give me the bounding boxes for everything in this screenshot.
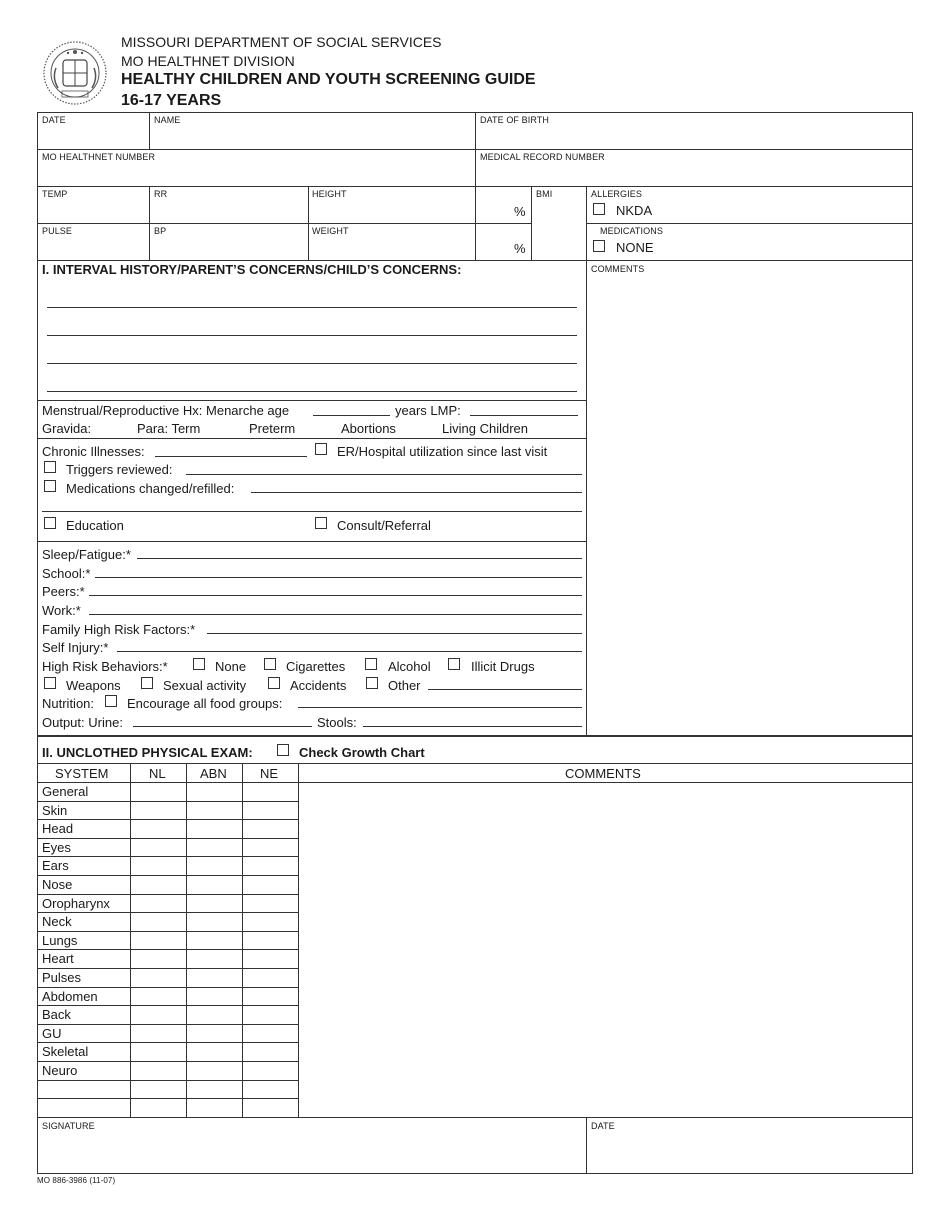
education-checkbox[interactable] bbox=[44, 517, 56, 529]
comments-area[interactable] bbox=[588, 276, 910, 734]
exam-nl-cell[interactable] bbox=[131, 1025, 186, 1042]
stools-field[interactable] bbox=[363, 726, 582, 727]
pulse-field[interactable] bbox=[38, 237, 148, 259]
exam-nl-cell[interactable] bbox=[131, 857, 186, 874]
dob-field[interactable] bbox=[476, 126, 911, 148]
medications-label: MEDICATIONS bbox=[600, 226, 663, 236]
signature-label: SIGNATURE bbox=[42, 1121, 95, 1131]
hr-illicit-label: Illicit Drugs bbox=[471, 659, 535, 674]
exam-nl-cell[interactable] bbox=[131, 1062, 186, 1079]
exam-ne-cell[interactable] bbox=[243, 1025, 298, 1042]
lmp-field[interactable] bbox=[470, 415, 578, 416]
form-number: MO 886-3986 (11-07) bbox=[37, 1176, 116, 1185]
medical-record-number-field[interactable] bbox=[476, 163, 911, 185]
rr-label: RR bbox=[154, 189, 168, 199]
exam-system-label: Pulses bbox=[42, 970, 82, 985]
exam-nl-cell[interactable] bbox=[131, 969, 186, 986]
exam-abn-cell[interactable] bbox=[187, 895, 242, 912]
history-line-1[interactable] bbox=[47, 307, 577, 308]
check-growth-checkbox[interactable] bbox=[277, 744, 289, 756]
exam-system-label: Nose bbox=[42, 877, 73, 892]
peers-label: Peers:* bbox=[42, 584, 85, 599]
signature-field[interactable] bbox=[38, 1133, 585, 1172]
hr-none-label: None bbox=[215, 659, 247, 674]
exam-ne-cell[interactable] bbox=[243, 1043, 298, 1060]
exam-system-label: Head bbox=[42, 821, 74, 836]
family-risk-field[interactable] bbox=[207, 633, 582, 634]
exam-system-label: Back bbox=[42, 1007, 71, 1022]
abortions-label: Abortions bbox=[341, 421, 396, 436]
hr-accidents-label: Accidents bbox=[290, 678, 347, 693]
exam-system-label: Skin bbox=[42, 803, 68, 818]
sleep-label: Sleep/Fatigue:* bbox=[42, 547, 131, 562]
exam-ne-cell[interactable] bbox=[243, 969, 298, 986]
footer-date-label: DATE bbox=[591, 1121, 615, 1131]
hr-other-label: Other bbox=[388, 678, 421, 693]
hr-alcohol-label: Alcohol bbox=[388, 659, 431, 674]
exam-abn-cell[interactable] bbox=[187, 932, 242, 949]
exam-ne-cell[interactable] bbox=[243, 802, 298, 819]
hr-illicit-checkbox[interactable] bbox=[448, 658, 460, 670]
triggers-label: Triggers reviewed: bbox=[66, 462, 173, 477]
exam-nl-cell[interactable] bbox=[131, 1043, 186, 1060]
comments-label: COMMENTS bbox=[591, 264, 645, 274]
years-lmp-label: years LMP: bbox=[395, 403, 461, 418]
exam-abn-cell[interactable] bbox=[187, 857, 242, 874]
date-label: DATE bbox=[42, 115, 66, 125]
exam-abn-cell[interactable] bbox=[187, 1081, 242, 1098]
triggers-checkbox[interactable] bbox=[44, 461, 56, 473]
hr-sexual-label: Sexual activity bbox=[163, 678, 247, 693]
meds-changed-field-2[interactable] bbox=[42, 511, 582, 512]
exam-ne-cell[interactable] bbox=[243, 820, 298, 837]
exam-system-label: Ears bbox=[42, 858, 69, 873]
temp-label: TEMP bbox=[42, 189, 68, 199]
exam-ne-cell[interactable] bbox=[243, 857, 298, 874]
col-comments-header: COMMENTS bbox=[565, 766, 641, 781]
exam-ne-cell[interactable] bbox=[243, 839, 298, 856]
exam-abn-cell[interactable] bbox=[187, 1062, 242, 1079]
high-risk-label: High Risk Behaviors:* bbox=[42, 659, 168, 674]
rr-field[interactable] bbox=[150, 200, 307, 222]
work-label: Work:* bbox=[42, 603, 81, 618]
col-system-header: SYSTEM bbox=[55, 766, 109, 781]
exam-abn-cell[interactable] bbox=[187, 1006, 242, 1023]
col-nl-header: NL bbox=[149, 766, 166, 781]
exam-nl-cell[interactable] bbox=[131, 932, 186, 949]
triggers-field[interactable] bbox=[186, 474, 582, 475]
exam-system-label: GU bbox=[42, 1026, 62, 1041]
exam-nl-cell[interactable] bbox=[131, 913, 186, 930]
exam-nl-cell[interactable] bbox=[131, 876, 186, 893]
name-label: NAME bbox=[154, 115, 181, 125]
exam-system-label: Neck bbox=[42, 914, 72, 929]
none-medications-checkbox[interactable] bbox=[593, 240, 605, 252]
self-injury-label: Self Injury:* bbox=[42, 640, 109, 655]
exam-nl-cell[interactable] bbox=[131, 1099, 186, 1116]
temp-field[interactable] bbox=[38, 200, 148, 222]
exam-abn-cell[interactable] bbox=[187, 1043, 242, 1060]
medical-record-number-label: MEDICAL RECORD NUMBER bbox=[480, 152, 605, 162]
para-term-label: Para: Term bbox=[137, 421, 201, 436]
exam-ne-cell[interactable] bbox=[243, 913, 298, 930]
header-department: MISSOURI DEPARTMENT OF SOCIAL SERVICES bbox=[121, 34, 442, 50]
exam-nl-cell[interactable] bbox=[131, 802, 186, 819]
menarche-age-field[interactable] bbox=[313, 415, 390, 416]
footer-date-field[interactable] bbox=[588, 1133, 911, 1172]
section1-title: I. INTERVAL HISTORY/PARENT’S CONCERNS/CHILD’S CONCERNS: bbox=[42, 262, 462, 277]
chronic-illnesses-field[interactable] bbox=[155, 456, 307, 457]
exam-nl-cell[interactable] bbox=[131, 820, 186, 837]
er-hospital-checkbox[interactable] bbox=[315, 443, 327, 455]
exam-nl-cell[interactable] bbox=[131, 895, 186, 912]
hr-weapons-checkbox[interactable] bbox=[44, 677, 56, 689]
header-division: MO HEALTHNET DIVISION bbox=[121, 53, 295, 69]
exam-ne-cell[interactable] bbox=[243, 932, 298, 949]
self-injury-field[interactable] bbox=[117, 651, 582, 652]
exam-system-label: Lungs bbox=[42, 933, 78, 948]
exam-system-label: Oropharynx bbox=[42, 896, 110, 911]
nkda-label: NKDA bbox=[616, 203, 653, 218]
col-abn-header: ABN bbox=[200, 766, 227, 781]
weight-label: WEIGHT bbox=[312, 226, 349, 236]
exam-system-label: Heart bbox=[42, 951, 74, 966]
encourage-food-field[interactable] bbox=[298, 707, 582, 708]
exam-ne-cell[interactable] bbox=[243, 950, 298, 967]
col-ne-header: NE bbox=[260, 766, 279, 781]
exam-nl-cell[interactable] bbox=[131, 1006, 186, 1023]
hr-none-checkbox[interactable] bbox=[193, 658, 205, 670]
history-line-3[interactable] bbox=[47, 363, 577, 364]
mo-healthnet-number-field[interactable] bbox=[38, 163, 474, 185]
exam-abn-cell[interactable] bbox=[187, 1025, 242, 1042]
nutrition-label: Nutrition: bbox=[42, 696, 95, 711]
exam-abn-cell[interactable] bbox=[187, 820, 242, 837]
meds-changed-field[interactable] bbox=[251, 492, 582, 493]
meds-changed-label: Medications changed/refilled: bbox=[66, 481, 235, 496]
er-hospital-label: ER/Hospital utilization since last visit bbox=[337, 444, 548, 459]
encourage-food-label: Encourage all food groups: bbox=[127, 696, 283, 711]
exam-comments-area[interactable] bbox=[300, 784, 911, 1116]
pulse-label: PULSE bbox=[42, 226, 73, 236]
state-seal bbox=[42, 38, 108, 108]
work-field[interactable] bbox=[89, 614, 582, 615]
height-percent: % bbox=[514, 204, 526, 219]
meds-changed-checkbox[interactable] bbox=[44, 480, 56, 492]
hr-cigarettes-label: Cigarettes bbox=[286, 659, 346, 674]
exam-system-label: Skeletal bbox=[42, 1044, 89, 1059]
bmi-label: BMI bbox=[536, 189, 553, 199]
exam-abn-cell[interactable] bbox=[187, 802, 242, 819]
hr-cigarettes-checkbox[interactable] bbox=[264, 658, 276, 670]
nkda-checkbox[interactable] bbox=[593, 203, 605, 215]
exam-abn-cell[interactable] bbox=[187, 1099, 242, 1116]
gravida-label: Gravida: bbox=[42, 421, 92, 436]
exam-system-label: Abdomen bbox=[42, 989, 98, 1004]
stools-label: Stools: bbox=[317, 715, 357, 730]
exam-ne-cell[interactable] bbox=[243, 988, 298, 1005]
exam-ne-cell[interactable] bbox=[243, 895, 298, 912]
exam-system-label: General bbox=[42, 784, 89, 799]
dob-label: DATE OF BIRTH bbox=[480, 115, 549, 125]
hr-sexual-checkbox[interactable] bbox=[141, 677, 153, 689]
exam-ne-cell[interactable] bbox=[243, 876, 298, 893]
section2-title: II. UNCLOTHED PHYSICAL EXAM: bbox=[42, 745, 253, 760]
peers-field[interactable] bbox=[89, 595, 582, 596]
school-label: School:* bbox=[42, 566, 91, 581]
exam-system-label: Eyes bbox=[42, 840, 71, 855]
date-field[interactable] bbox=[38, 126, 148, 148]
missouri-state-seal-icon bbox=[42, 38, 108, 108]
hr-other-field[interactable] bbox=[428, 689, 582, 690]
allergies-label: ALLERGIES bbox=[591, 189, 642, 199]
history-line-2[interactable] bbox=[47, 335, 577, 336]
encourage-food-checkbox[interactable] bbox=[105, 695, 117, 707]
hr-alcohol-checkbox[interactable] bbox=[365, 658, 377, 670]
exam-abn-cell[interactable] bbox=[187, 913, 242, 930]
living-children-label: Living Children bbox=[442, 421, 528, 436]
weight-field[interactable] bbox=[309, 237, 474, 259]
bp-field[interactable] bbox=[150, 237, 307, 259]
exam-nl-cell[interactable] bbox=[131, 988, 186, 1005]
exam-ne-cell[interactable] bbox=[243, 1006, 298, 1023]
school-field[interactable] bbox=[95, 577, 582, 578]
exam-ne-cell[interactable] bbox=[243, 1099, 298, 1116]
exam-abn-cell[interactable] bbox=[187, 950, 242, 967]
hr-weapons-label: Weapons bbox=[66, 678, 121, 693]
chronic-illnesses-label: Chronic Illnesses: bbox=[42, 444, 145, 459]
check-growth-label: Check Growth Chart bbox=[299, 745, 425, 760]
preterm-label: Preterm bbox=[249, 421, 296, 436]
mo-healthnet-number-label: MO HEALTHNET NUMBER bbox=[42, 152, 156, 162]
none-medications-label: NONE bbox=[616, 240, 654, 255]
exam-abn-cell[interactable] bbox=[187, 783, 242, 800]
exam-nl-cell[interactable] bbox=[131, 783, 186, 800]
output-urine-label: Output: Urine: bbox=[42, 715, 123, 730]
exam-ne-cell[interactable] bbox=[243, 1081, 298, 1098]
exam-abn-cell[interactable] bbox=[187, 839, 242, 856]
exam-nl-cell[interactable] bbox=[131, 950, 186, 967]
exam-abn-cell[interactable] bbox=[187, 988, 242, 1005]
family-risk-label: Family High Risk Factors:* bbox=[42, 622, 196, 637]
consult-referral-label: Consult/Referral bbox=[337, 518, 431, 533]
name-field[interactable] bbox=[150, 126, 474, 148]
page-title: HEALTHY CHILDREN AND YOUTH SCREENING GUIDE bbox=[121, 71, 536, 88]
exam-nl-cell[interactable] bbox=[131, 839, 186, 856]
history-line-4[interactable] bbox=[47, 391, 577, 392]
weight-percent: % bbox=[514, 241, 526, 256]
education-label: Education bbox=[66, 518, 124, 533]
exam-system-label: Neuro bbox=[42, 1063, 78, 1078]
hr-other-checkbox[interactable] bbox=[366, 677, 378, 689]
height-label: HEIGHT bbox=[312, 189, 347, 199]
menstrual-label: Menstrual/Reproductive Hx: Menarche age bbox=[42, 403, 290, 418]
page-subtitle: 16-17 YEARS bbox=[121, 92, 222, 109]
exam-nl-cell[interactable] bbox=[131, 1081, 186, 1098]
exam-abn-cell[interactable] bbox=[187, 969, 242, 986]
output-urine-field[interactable] bbox=[133, 726, 312, 727]
exam-ne-cell[interactable] bbox=[243, 1062, 298, 1079]
exam-ne-cell[interactable] bbox=[243, 783, 298, 800]
bp-label: BP bbox=[154, 226, 167, 236]
sleep-field[interactable] bbox=[137, 558, 582, 559]
consult-referral-checkbox[interactable] bbox=[315, 517, 327, 529]
hr-accidents-checkbox[interactable] bbox=[268, 677, 280, 689]
exam-abn-cell[interactable] bbox=[187, 876, 242, 893]
height-field[interactable] bbox=[309, 200, 474, 222]
